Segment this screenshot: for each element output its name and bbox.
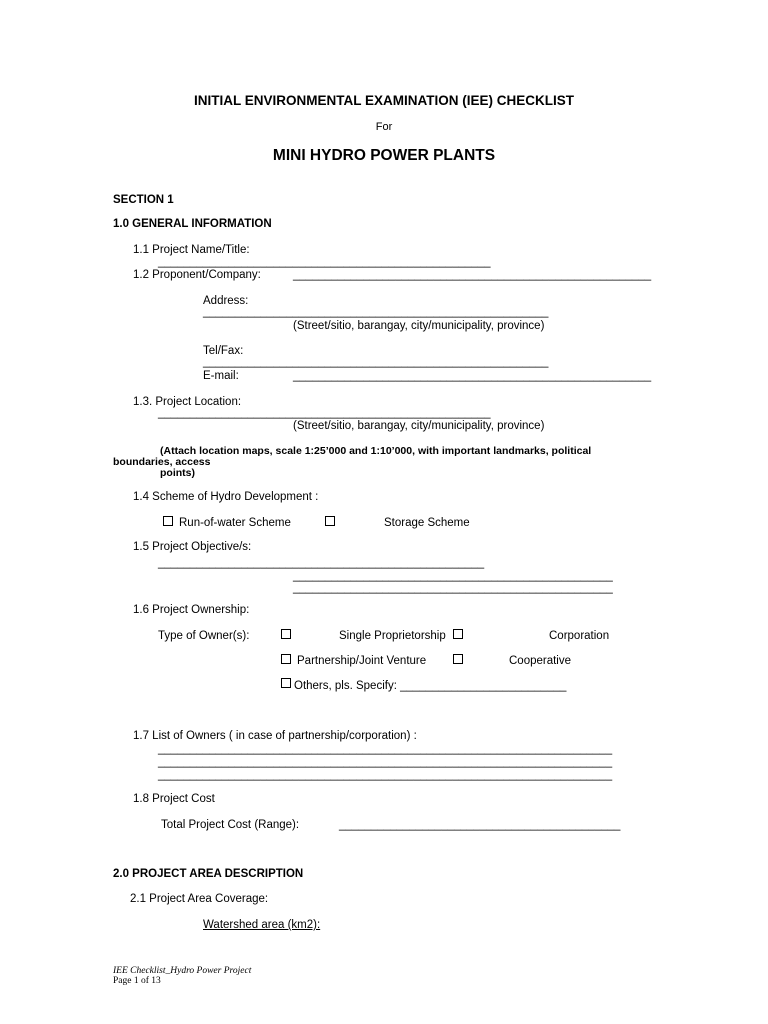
single-proprietorship-label: Single Proprietorship [339, 630, 446, 642]
partnership-checkbox[interactable] [281, 654, 291, 664]
owners-field-3[interactable]: _______________________________________________________________________ [158, 769, 613, 781]
address-label: Address: [203, 295, 249, 307]
cooperative-checkbox[interactable] [453, 654, 463, 664]
document-title: INITIAL ENVIRONMENTAL EXAMINATION (IEE) CHECKLIST [193, 93, 574, 108]
proponent-field[interactable]: ________________________________________________________ [293, 269, 652, 281]
footer-document-name: IEE Checklist_Hydro Power Project [113, 966, 252, 976]
document-subtitle: MINI HYDRO POWER PLANTS [272, 147, 496, 164]
item-1-7-label: 1.7 List of Owners ( in case of partnership/corporation) : [133, 730, 417, 742]
telfax-field[interactable]: ______________________________________________________ [203, 356, 549, 368]
item-2-1-label: 2.1 Project Area Coverage: [130, 893, 269, 905]
footer-page-number: Page 1 of 13 [113, 976, 161, 986]
location-hint: (Street/sitio, barangay, city/municipality, province) [293, 420, 545, 432]
item-1-5-label: 1.5 Project Objective/s: [133, 541, 252, 553]
type-owner-label: Type of Owner(s): [158, 630, 250, 642]
for-label: For [375, 121, 393, 133]
others-checkbox[interactable] [281, 678, 291, 688]
objective-field-2[interactable]: __________________________________________________ [293, 570, 613, 582]
email-label: E-mail: [203, 370, 239, 382]
project-name-field[interactable]: ____________________________________________________ [158, 256, 491, 268]
partnership-label: Partnership/Joint Venture [297, 655, 427, 667]
single-proprietorship-checkbox[interactable] [281, 629, 291, 639]
section-2-heading: 2.0 PROJECT AREA DESCRIPTION [113, 868, 304, 880]
section-heading: 1.0 GENERAL INFORMATION [113, 218, 272, 230]
owners-field-2[interactable]: _______________________________________________________________________ [158, 756, 613, 768]
owners-field-1[interactable]: _______________________________________________________________________ [158, 743, 613, 755]
attach-note-line-2: boundaries, access [113, 456, 211, 468]
total-cost-label: Total Project Cost (Range): [161, 819, 300, 831]
address-field[interactable]: ______________________________________________________ [203, 306, 549, 318]
attach-note-line-3: points) [160, 467, 195, 479]
item-1-4-label: 1.4 Scheme of Hydro Development : [133, 491, 319, 503]
telfax-label: Tel/Fax: [203, 345, 244, 357]
item-1-1-label: 1.1 Project Name/Title: [133, 244, 250, 256]
watershed-area-label: Watershed area (km2): [203, 919, 321, 931]
attach-note-line-1: (Attach location maps, scale 1:25’000 and 1:10’000, with important landmarks, political [160, 445, 592, 457]
total-cost-field[interactable]: ____________________________________________ [339, 819, 621, 831]
objective-field-3[interactable]: __________________________________________________ [293, 582, 613, 594]
run-of-water-checkbox[interactable] [163, 516, 173, 526]
storage-scheme-checkbox[interactable] [325, 516, 335, 526]
item-1-3-label: 1.3. Project Location: [133, 396, 242, 408]
cooperative-label: Cooperative [509, 655, 572, 667]
objective-field-1[interactable]: ___________________________________________________ [158, 557, 485, 569]
item-1-6-label: 1.6 Project Ownership: [133, 604, 250, 616]
address-hint: (Street/sitio, barangay, city/municipality, province) [293, 320, 545, 332]
item-1-2-label: 1.2 Proponent/Company: [133, 269, 261, 281]
run-of-water-label: Run-of-water Scheme [179, 517, 291, 529]
others-field[interactable]: Others, pls. Specify: __________________________ [294, 680, 567, 692]
location-field[interactable]: ____________________________________________________ [158, 407, 491, 419]
corporation-checkbox[interactable] [453, 629, 463, 639]
corporation-label: Corporation [549, 630, 610, 642]
item-1-8-label: 1.8 Project Cost [133, 793, 215, 805]
storage-scheme-label: Storage Scheme [384, 517, 470, 529]
email-field[interactable]: ________________________________________________________ [293, 370, 652, 382]
section-label: SECTION 1 [113, 194, 174, 206]
